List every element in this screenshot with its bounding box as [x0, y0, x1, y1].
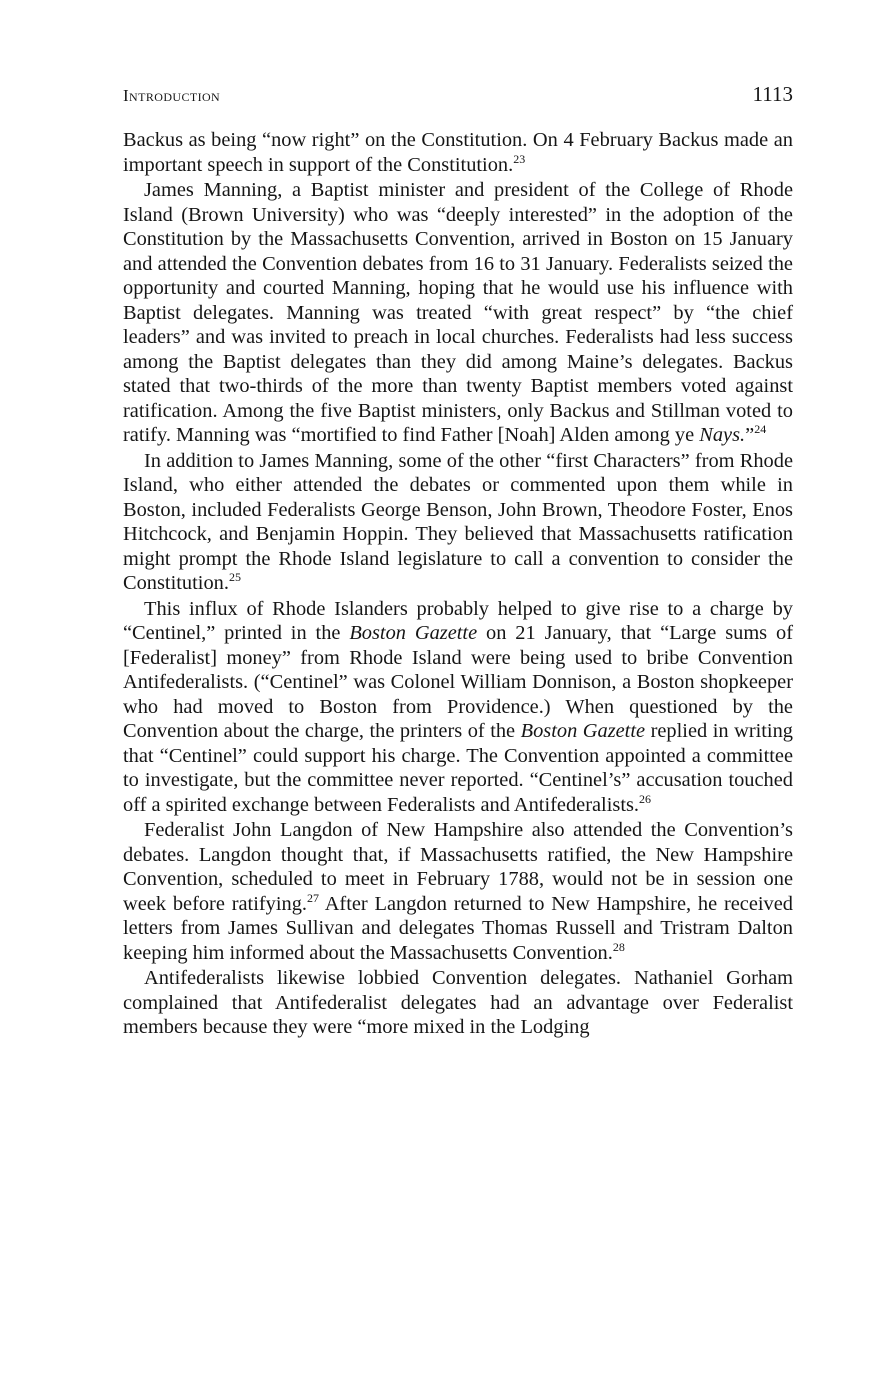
running-head: [123, 82, 793, 110]
body-text: [123, 128, 793, 1040]
page-number: 1113: [752, 82, 793, 106]
italic-text: Boston Gazette: [520, 720, 646, 742]
text-segment: This influx of Rhode Islanders probably helped to give rise to a charge by “Centinel,” printed in the: [123, 597, 793, 644]
footnote-marker: 27: [307, 890, 320, 905]
text-segment: After Langdon returned to New Hampshire, he received letters from James Sullivan and delegates Thomas Russell and Tristram Dalton keeping him informed about the Massachusetts Convention.: [123, 892, 793, 964]
text-segment: replied in writing that “Centinel” could support his charge. The Convention appointed a committee to investigate, but the committee never reported. “Centinel’s” accusation touched off a spirited exchange between Federalists and Antifederalists.: [123, 720, 793, 816]
paragraph: [123, 449, 793, 596]
footnote-marker: 24: [754, 422, 767, 436]
paragraph: [123, 178, 793, 448]
footnote-marker: 28: [612, 939, 625, 954]
text-segment: In addition to James Manning, some of the other “first Characters” from Rhode Island, who either attended the debates or commented upon them while in Boston, included Federalists George Benson, John Brown, Theodore Foster, Enos Hitchcock, and Benjamin Hoppin. They believed that Massachusetts ratification might prompt the Rhode Island legislature to call a convention to consider the Constitution.: [123, 449, 793, 594]
italic-text: Boston Gazette: [349, 622, 478, 644]
paragraph: [123, 128, 793, 177]
footnote-marker: 23: [513, 151, 526, 166]
text-segment: ”: [745, 424, 755, 446]
paragraph: [123, 966, 793, 1040]
running-title: Introduction: [123, 86, 221, 105]
paragraph: [123, 597, 793, 818]
paragraph: [123, 818, 793, 965]
text-segment: Antifederalists likewise lobbied Convention delegates. Nathaniel Gorham complained that Antifederalist delegates had an advantage over Federalist members because they were “more mixed in the Lodging: [123, 967, 793, 1038]
text-segment: Backus as being “now right” on the Constitution. On 4 February Backus made an important speech in support of the Constitution.: [123, 129, 793, 176]
text-segment: on 21 January, that “Large sums of [Federalist] money” from Rhode Island were being used to bribe Convention Antifederalists. (“Centinel” was Colonel William Donnison, a Boston shopkeeper who had moved to Boston from Providence.) When questioned by the Convention about the charge, the printers of the: [123, 622, 793, 742]
footnote-marker: 26: [639, 791, 652, 806]
text-segment: Federalist John Langdon of New Hampshire also attended the Convention’s debates. Langdon thought that, if Massachusetts ratified, the New Hampshire Convention, scheduled to meet in February 1788, would not be in session one week before ratifying.: [123, 819, 793, 915]
italic-text: Nays.: [699, 424, 746, 446]
document-page: [123, 82, 793, 1040]
footnote-marker: 25: [228, 570, 241, 584]
text-segment: James Manning, a Baptist minister and president of the College of Rhode Island (Brown University) who was “deeply interested” in the adoption of the Constitution by the Massachusetts Convention, arrived in Boston on 15 January and attended the Convention debates from 16 to 31 January. Federalists seized the opportunity and courted Manning, hoping that he would use his influence with Baptist delegates. Manning was treated “with great respect” by “the chief leaders” and was invited to preach in local churches. Federalists had less success among the Baptist delegates than they did among Maine’s delegates. Backus stated that two-thirds of the more than twenty Baptist members voted against ratification. Among the five Baptist ministers, only Backus and Stillman voted to ratify. Manning was “mortified to find Father [Noah] Alden among ye: [123, 179, 793, 446]
